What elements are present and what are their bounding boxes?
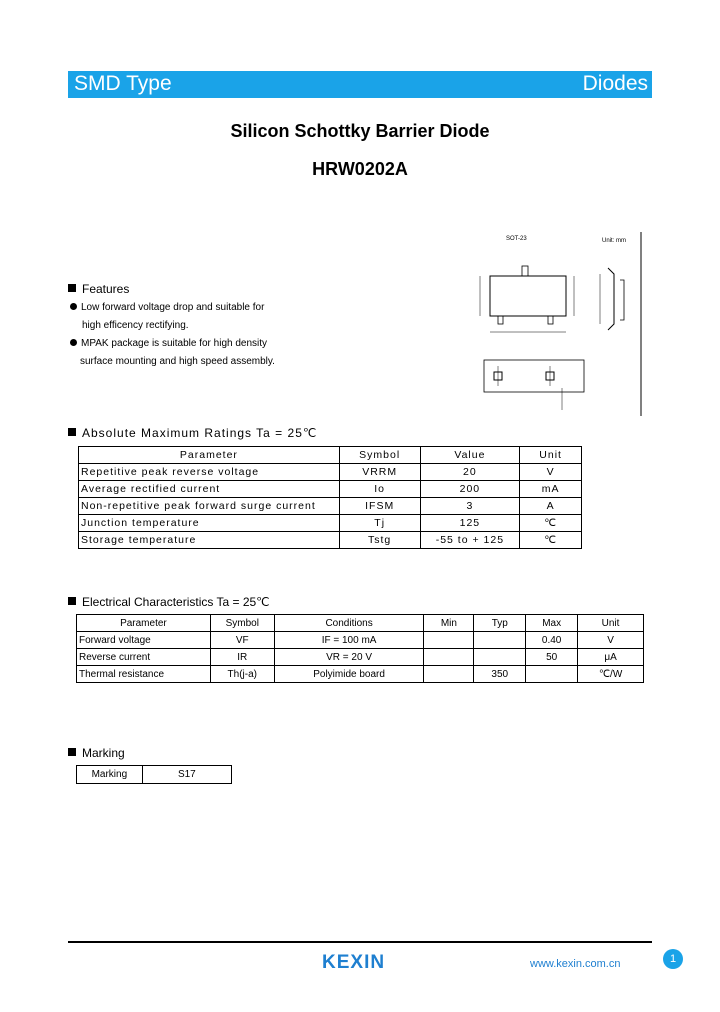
cell: VRRM	[339, 464, 420, 481]
cell: Thermal resistance	[77, 666, 211, 683]
header-cell: Min	[424, 615, 474, 632]
ec-table	[76, 614, 644, 683]
cell	[424, 632, 474, 649]
cell: ℃	[520, 532, 582, 549]
cell: VF	[210, 632, 274, 649]
amr-table	[78, 446, 582, 549]
cell: Tstg	[339, 532, 420, 549]
square-bullet-icon	[68, 597, 76, 605]
feature-item: MPAK package is suitable for high density	[70, 335, 267, 353]
cell: 20	[420, 464, 520, 481]
table-row	[79, 515, 582, 532]
table-row	[79, 498, 582, 515]
square-bullet-icon	[68, 284, 76, 292]
header-cell: Conditions	[274, 615, 424, 632]
header-cell: Parameter	[77, 615, 211, 632]
ec-heading: Electrical Characteristics Ta = 25℃	[68, 595, 270, 609]
cell	[526, 666, 578, 683]
cell: μA	[578, 649, 644, 666]
cell: 50	[526, 649, 578, 666]
table-row	[77, 666, 644, 683]
cell: Forward voltage	[77, 632, 211, 649]
cell: ℃/W	[578, 666, 644, 683]
document-title: Silicon Schottky Barrier Diode	[230, 121, 490, 141]
table-row	[77, 632, 644, 649]
bullet-icon	[70, 303, 77, 310]
cell: Tj	[339, 515, 420, 532]
header-category: SMD Type	[74, 72, 172, 95]
cell	[424, 666, 474, 683]
package-drawing	[470, 228, 650, 418]
feature-item-cont: high efficency rectifying.	[82, 320, 189, 331]
cell	[424, 649, 474, 666]
cell: Average rectified current	[79, 481, 340, 498]
table-row	[77, 766, 232, 784]
header-cell: Max	[526, 615, 578, 632]
cell: VR = 20 V	[274, 649, 424, 666]
website-link[interactable]: www.kexin.com.cn	[530, 958, 621, 970]
cell: mA	[520, 481, 582, 498]
table-header-row	[79, 447, 582, 464]
square-bullet-icon	[68, 748, 76, 756]
header-cell: Unit	[578, 615, 644, 632]
cell: S17	[142, 766, 231, 784]
table-row	[79, 532, 582, 549]
features-heading: Features	[68, 282, 129, 296]
cell: Io	[339, 481, 420, 498]
unit-label: Unit: mm	[602, 238, 626, 244]
header-type: Diodes	[582, 72, 648, 95]
square-bullet-icon	[68, 428, 76, 436]
cell: Reverse current	[77, 649, 211, 666]
header-cell: Value	[420, 447, 520, 464]
cell: Marking	[77, 766, 143, 784]
cell	[474, 632, 526, 649]
cell: Th(j-a)	[210, 666, 274, 683]
cell: -55 to + 125	[420, 532, 520, 549]
cell: ℃	[520, 515, 582, 532]
header-banner	[68, 71, 652, 98]
cell	[474, 649, 526, 666]
cell: Polyimide board	[274, 666, 424, 683]
footer-divider	[68, 941, 652, 943]
part-number: HRW0202A	[312, 159, 408, 179]
marking-heading: Marking	[68, 746, 125, 760]
header-cell: Unit	[520, 447, 582, 464]
amr-heading: Absolute Maximum Ratings Ta = 25℃	[68, 426, 317, 440]
table-header-row	[77, 615, 644, 632]
table-row	[79, 481, 582, 498]
feature-item-cont: surface mounting and high speed assembly.	[80, 356, 275, 367]
page-number-badge: 1	[663, 949, 683, 969]
cell: IFSM	[339, 498, 420, 515]
table-row	[79, 464, 582, 481]
cell: 125	[420, 515, 520, 532]
table-row	[77, 649, 644, 666]
cell: 200	[420, 481, 520, 498]
cell: IR	[210, 649, 274, 666]
cell: Storage temperature	[79, 532, 340, 549]
cell: A	[520, 498, 582, 515]
cell: 3	[420, 498, 520, 515]
header-cell: Symbol	[210, 615, 274, 632]
header-cell: Symbol	[339, 447, 420, 464]
cell: Junction temperature	[79, 515, 340, 532]
kexin-logo: KEXIN	[322, 952, 386, 973]
cell: V	[578, 632, 644, 649]
header-cell: Parameter	[79, 447, 340, 464]
cell: IF = 100 mA	[274, 632, 424, 649]
marking-table	[76, 765, 232, 784]
cell: 350	[474, 666, 526, 683]
cell: 0.40	[526, 632, 578, 649]
bullet-icon	[70, 339, 77, 346]
cell: V	[520, 464, 582, 481]
header-cell: Typ	[474, 615, 526, 632]
package-label: SOT-23	[506, 236, 527, 242]
cell: Non-repetitive peak forward surge current	[79, 498, 340, 515]
cell: Repetitive peak reverse voltage	[79, 464, 340, 481]
feature-item: Low forward voltage drop and suitable for	[70, 299, 264, 317]
